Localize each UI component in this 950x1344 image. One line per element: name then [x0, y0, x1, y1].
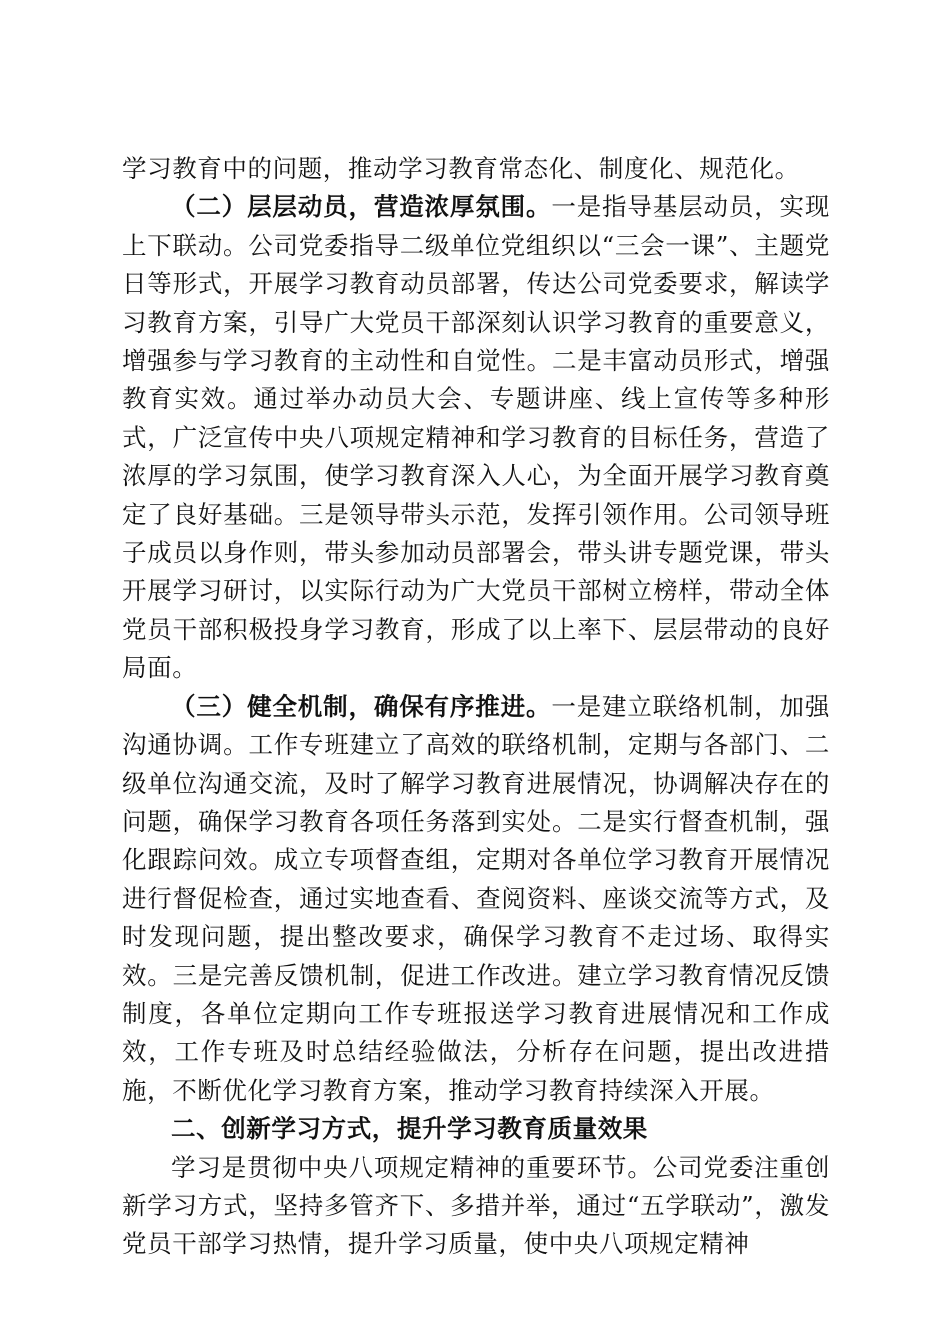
paragraph-continuation: [122, 150, 830, 188]
paragraph-text: 一是指导基层动员，实现上下联动。公司党委指导二级单位党组织以“三会一课”、主题党日等形式，开展学习教育动员部署，传达公司党委要求，解读学习教育方案，引导广大党员干部深刻认识学习教育的重要意义，增强参与学习教育的主动性和自觉性。二是丰富动员形式，增强教育实效。通过举办动员大会、专题讲座、线上宣传等多种形式，广泛宣传中央八项规定精神和学习教育的目标任务，营造了浓厚的学习氛围，使学习教育深入人心，为全面开展学习教育奠定了良好基础。三是领导带头示范，发挥引领作用。公司领导班子成员以身作则，带头参加动员部署会，带头讲专题党课，带头开展学习研讨，以实际行动为广大党员干部树立榜样，带动全体党员干部积极投身学习教育，形成了以上率下、层层带动的良好局面。: [122, 192, 830, 683]
paragraph-lead: （三）健全机制，确保有序推进。: [171, 691, 552, 721]
document-body: [122, 150, 830, 1264]
paragraph-mobilization: [122, 188, 830, 687]
section-heading: 二、创新学习方式，提升学习教育质量效果: [171, 1114, 648, 1144]
paragraph-lead: （二）层层动员，营造浓厚氛围。: [171, 192, 552, 222]
paragraph-learning: [122, 1149, 830, 1264]
paragraph-text: 一是建立联络机制，加强沟通协调。工作专班建立了高效的联络机制，定期与各部门、二级单位沟通交流，及时了解学习教育进展情况，协调解决存在的问题，确保学习教育各项任务落到实处。二是实行督查机制，强化跟踪问效。成立专项督查组，定期对各单位学习教育开展情况进行督促检查，通过实地查看、查阅资料、座谈交流等方式，及时发现问题，提出整改要求，确保学习教育不走过场、取得实效。三是完善反馈机制，促进工作改进。建立学习教育情况反馈制度，各单位定期向工作专班报送学习教育进展情况和工作成效，工作专班及时总结经验做法，分析存在问题，提出改进措施，不断优化学习教育方案，推动学习教育持续深入开展。: [122, 691, 830, 1105]
paragraph-text: 学习是贯彻中央八项规定精神的重要环节。公司党委注重创新学习方式，坚持多管齐下、多措并举，通过“五学联动”，激发党员干部学习热情，提升学习质量，使中央八项规定精神: [122, 1152, 830, 1259]
paragraph-mechanism: [122, 688, 830, 1110]
paragraph-text: 学习教育中的问题，推动学习教育常态化、制度化、规范化。: [122, 154, 800, 183]
